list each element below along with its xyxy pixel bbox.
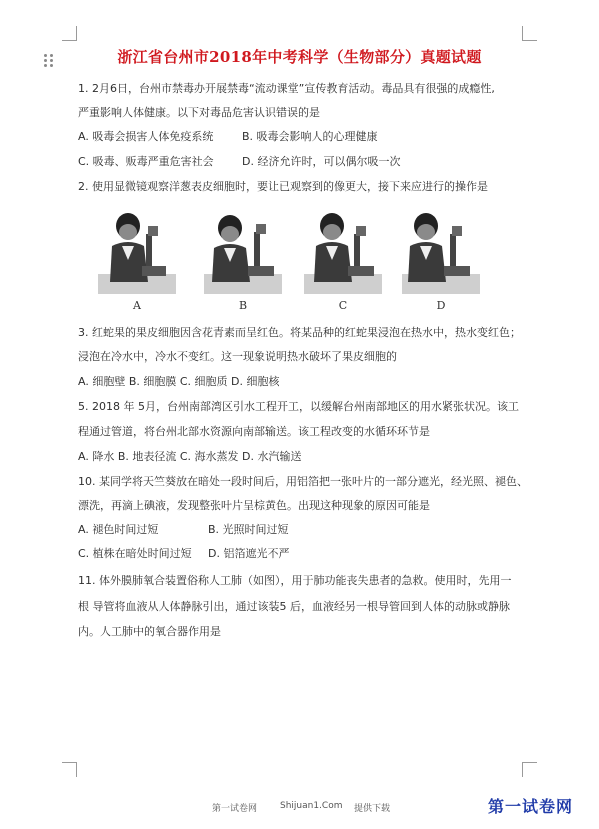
q1-option-c: C. 吸毒、贩毒严重危害社会 — [78, 155, 214, 168]
photo-option-d — [402, 212, 480, 312]
q1-stem-line2: 严重影响人体健康。以下对毒品危害认识错误的是 — [78, 106, 320, 119]
q5-options: A. 降水 B. 地表径流 C. 海水蒸发 D. 水汽输送 — [78, 450, 302, 463]
q10-option-d: D. 铝箔遮光不严 — [208, 547, 290, 560]
q10-option-c: C. 植株在暗处时间过短 — [78, 547, 192, 560]
q11-stem-line2: 根 导管将血液从人体静脉引出，通过该装5 后，血液经另一根导管回到人体的动脉或静脉 — [78, 600, 510, 613]
photo-label-a: A — [133, 299, 141, 312]
photo-option-b — [204, 212, 282, 312]
photo-label-d: D — [436, 299, 446, 312]
q1-option-b: B. 吸毒会影响人的心理健康 — [242, 130, 378, 143]
photo-option-a — [98, 212, 176, 312]
q1-stem-line1: 1. 2月6日，台州市禁毒办开展禁毒“流动课堂”宣传教育活动。毒品具有很强的成瘾性, — [78, 82, 495, 95]
q11-stem-line3: 内。人工肺中的氧合器作用是 — [78, 625, 221, 638]
q3-options: A. 细胞壁 B. 细胞膜 C. 细胞质 D. 细胞核 — [78, 375, 280, 388]
margin-corner-bottom-left — [62, 762, 77, 777]
microscope-photos — [92, 212, 512, 310]
q10-stem-line2: 漂洗，再滴上碘液，发现整张叶片呈棕黄色。出现这种现象的原因可能是 — [78, 499, 430, 512]
q10-option-a: A. 褪色时间过短 — [78, 523, 159, 536]
q1-option-d: D. 经济允许时，可以偶尔吸一次 — [242, 155, 401, 168]
q10-stem-line1: 10. 某同学将天竺葵放在暗处一段时间后，用铝箔把一张叶片的一部分遮光，经光照、褪色、 — [78, 475, 528, 488]
q2-stem: 2. 使用显微镜观察洋葱表皮细胞时，要让已观察到的像更大，接下来应进行的操作是 — [78, 180, 488, 193]
q1-option-a: A. 吸毒会损害人体免疫系统 — [78, 130, 214, 143]
q5-stem-line2: 程通过管道，将台州北部水资源向南部输送。该工程改变的水循环环节是 — [78, 425, 430, 438]
margin-corner-top-left — [62, 26, 77, 41]
margin-corner-top-right — [522, 26, 537, 41]
photo-option-c — [304, 212, 382, 312]
brand-logo: 第一试卷网 — [488, 797, 574, 816]
footer-site-url[interactable]: Shijuan1.Com — [280, 801, 343, 811]
page-title: 浙江省台州市2018年中考科学（生物部分）真题试题 — [117, 48, 482, 66]
margin-corner-bottom-right — [522, 762, 537, 777]
q3-stem-line2: 浸泡在冷水中，冷水不变红。这一现象说明热水破坏了果皮细胞的 — [78, 350, 397, 363]
footer-site-name: 第一试卷网 — [212, 804, 258, 814]
q11-stem-line1: 11. 体外膜肺氧合装置俗称人工肺（如图），用于肺功能丧失患者的急救。使用时，先用一 — [78, 574, 512, 587]
q3-stem-line1: 3. 红蛇果的果皮细胞因含花青素而呈红色。将某品种的红蛇果浸泡在热水中，热水变红色； — [78, 326, 521, 339]
footer-download-text: 提供下载 — [354, 804, 391, 814]
q10-option-b: B. 光照时间过短 — [208, 523, 289, 536]
photo-label-c: C — [338, 299, 348, 312]
photo-label-b: B — [238, 299, 248, 312]
q5-stem-line1: 5. 2018 年 5月，台州南部湾区引水工程开工，以缓解台州南部地区的用水紧张状况。该工 — [78, 400, 519, 413]
